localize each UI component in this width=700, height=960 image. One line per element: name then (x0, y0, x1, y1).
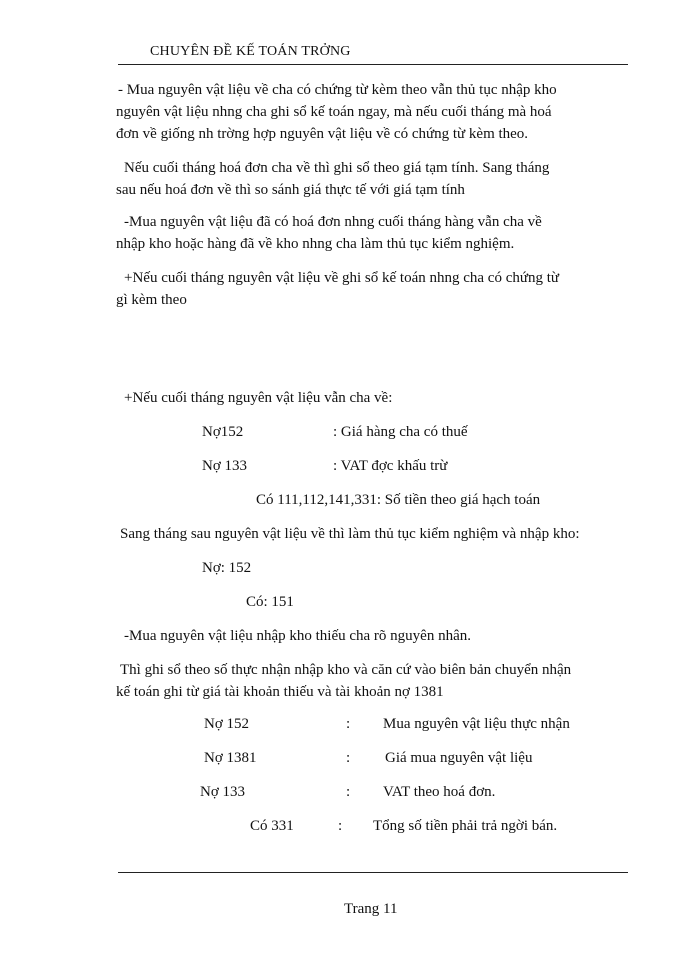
paragraph-line: nguyên vật liệu nhng cha ghi sổ kế toán ngay, mà nếu cuối tháng mà hoá (116, 104, 552, 120)
entry-description: Tổng số tiền phải trả ngời bán. (373, 818, 558, 834)
entry-account: Có 331 (250, 818, 294, 834)
entry-account: Nợ 133 (200, 784, 246, 800)
entry-credit: Có: 151 (246, 594, 294, 610)
entry-separator: : (346, 784, 351, 800)
paragraph-line: Sang tháng sau nguyên vật liệu về thì làm thủ tục kiểm nghiệm và nhập kho: (120, 526, 580, 542)
paragraph-line: +Nếu cuối tháng nguyên vật liệu vẫn cha về: (124, 390, 393, 406)
paragraph-line: nhập kho hoặc hàng đã về kho nhng cha làm thủ tục kiểm nghiệm. (116, 236, 515, 252)
paragraph-line: Nếu cuối tháng hoá đơn cha về thì ghi sổ theo giá tạm tính. Sang tháng (124, 160, 550, 176)
entry-account: Nợ 152 (204, 716, 250, 732)
entry-description: VAT theo hoá đơn. (383, 784, 496, 800)
entry-account: Nợ 133 (202, 458, 248, 474)
paragraph-line: gì kèm theo (116, 292, 187, 308)
entry-credit: Có 111,112,141,331: Số tiền theo giá hạch toán (256, 492, 541, 508)
entry-separator: : (346, 716, 351, 732)
page-header (118, 44, 628, 65)
paragraph-line: +Nếu cuối tháng nguyên vật liệu về ghi sổ kế toán nhng cha có chứng từ (124, 270, 560, 286)
entry-description: : Giá hàng cha có thuế (333, 424, 468, 440)
footer-divider (118, 872, 628, 873)
paragraph-line: đơn về giống nh trờng hợp nguyên vật liệu về có chứng từ kèm theo. (116, 126, 529, 142)
header-title: CHUYÊN ĐỀ KẾ TOÁN TRỞNG (150, 44, 351, 59)
paragraph-line: -Mua nguyên vật liệu nhập kho thiếu cha rõ nguyên nhân. (124, 628, 471, 644)
paragraph-line: sau nếu hoá đơn về thì so sánh giá thực tế với giá tạm tính (116, 182, 465, 198)
page-number: Trang 11 (344, 901, 398, 917)
entry-description: : VAT đợc khấu trừ (333, 458, 448, 474)
paragraph-line: - Mua nguyên vật liệu về cha có chứng từ kèm theo vẫn thủ tục nhập kho (118, 82, 557, 98)
entry-separator: : (338, 818, 343, 834)
entry-debit: Nợ: 152 (202, 560, 252, 576)
entry-separator: : (346, 750, 351, 766)
entry-description: Mua nguyên vật liệu thực nhận (383, 716, 570, 732)
entry-description: Giá mua nguyên vật liệu (385, 750, 533, 766)
entry-account: Nợ 1381 (204, 750, 257, 766)
entry-account: Nợ152 (202, 424, 244, 440)
paragraph-line: -Mua nguyên vật liệu đã có hoá đơn nhng cuối tháng hàng vẫn cha về (124, 214, 542, 230)
paragraph-line: Thì ghi sổ theo số thực nhận nhập kho và căn cứ vào biên bản chuyển nhận (120, 662, 572, 678)
paragraph-line: kế toán ghi từ giá tài khoản thiếu và tài khoản nợ 1381 (116, 684, 444, 700)
